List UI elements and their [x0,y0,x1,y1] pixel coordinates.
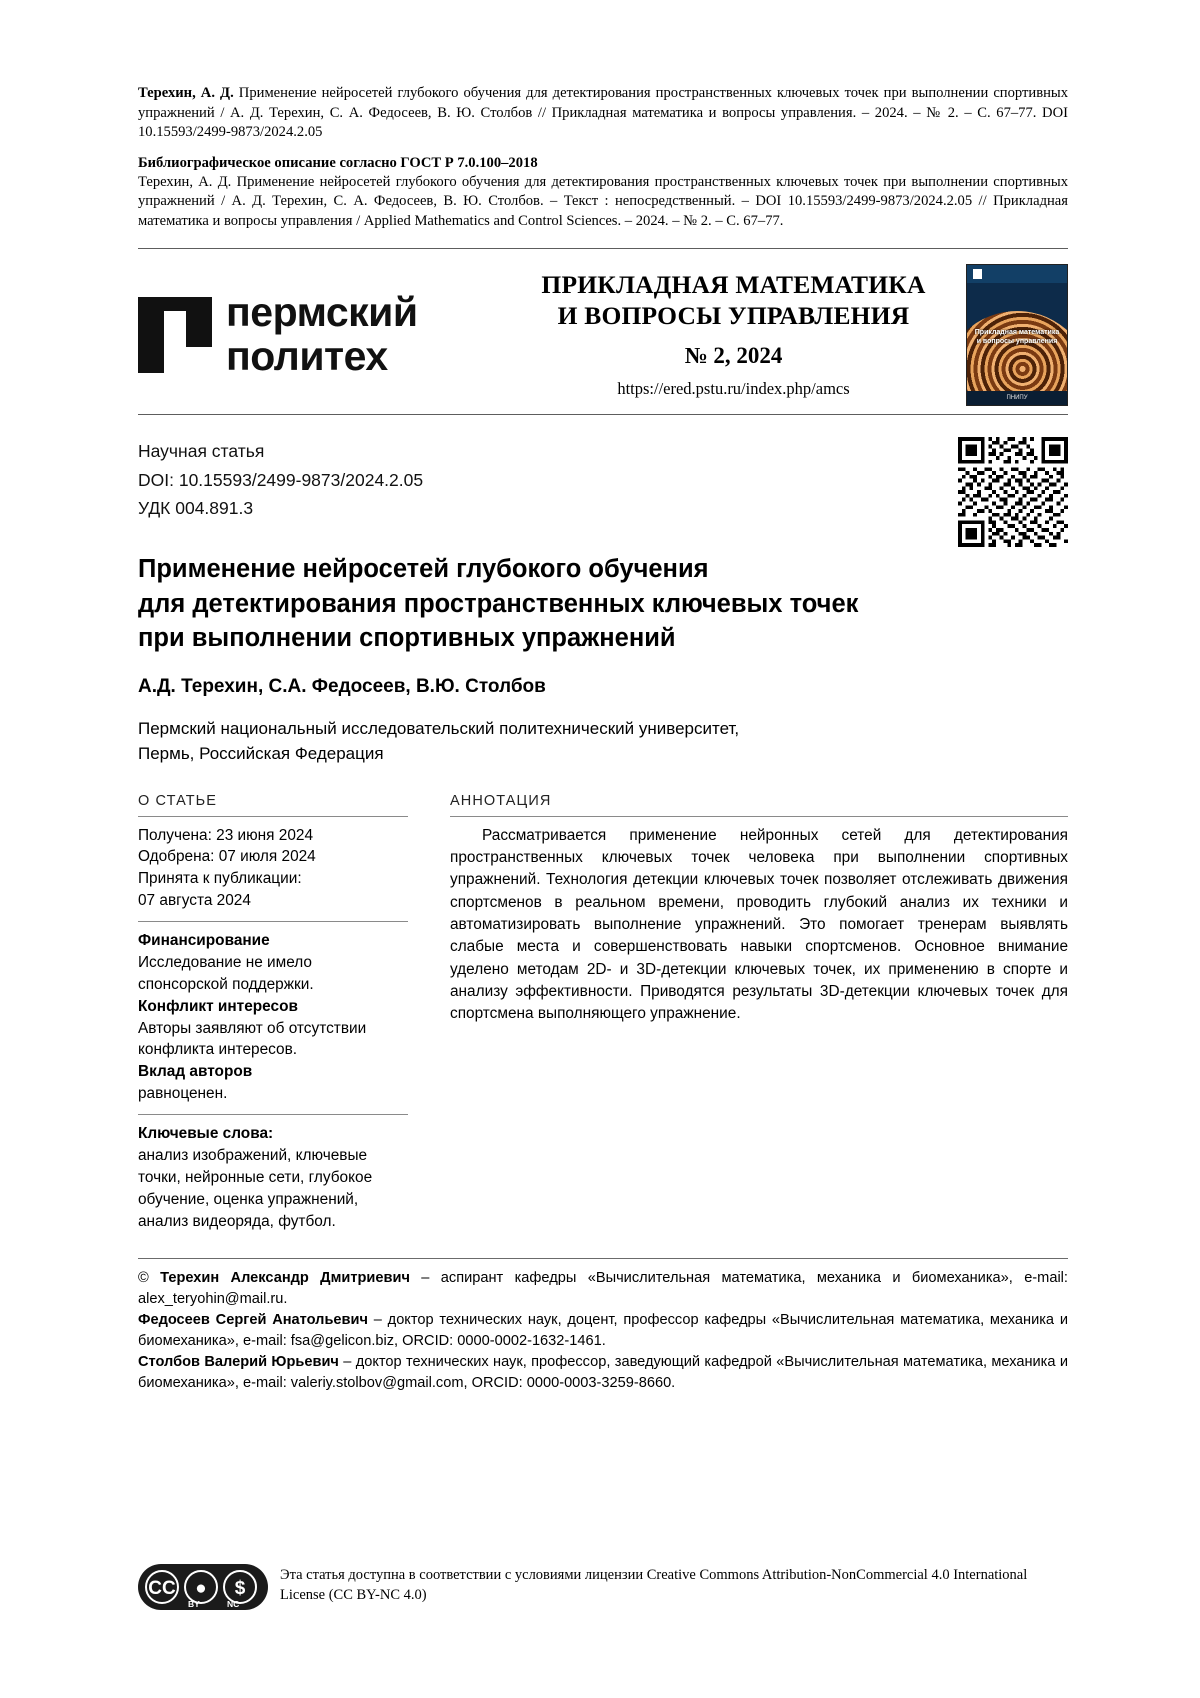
funding-title: Финансирование [138,932,270,950]
logo-line-1: пермский [226,288,418,335]
affiliation [138,716,1068,767]
footnote-author-3-text: – доктор технических наук, профессор, заведующий кафедрой «Вычислительная математика, механика и биомеханика», e-mail: valeriy.stolbov@gmail.com, ORCID: 0000-0003-3259-8660. [138,1354,1068,1391]
dates-block [138,825,408,913]
gost-heading: Библиографическое описание согласно ГОСТ Р 7.0.100–2018 [138,154,538,171]
accepted-label: Принята к публикации: [138,870,302,888]
conflict-text-1: Авторы заявляют об отсутствии [138,1019,367,1037]
citation-rest: Применение нейросетей глубокого обучения для детектирования пространственных ключевых точек при выполнении спортивных упражнений / А. Д. Терехин, С. А. Федосеев, В. Ю. Столбов // Прикладная математика и вопросы управления. – 2024. – № 2. – С. 67–77. DOI 10.15593/2499-9873/2024.2.05 [138,85,1068,141]
gost-citation: Терехин, А. Д. Применение нейросетей глубокого обучения для детектирования пространственных ключевых точек при выполнении спортивных упражнений / А. Д. Терехин, С. А. Федосеев, В. Ю. Столбов. – Текст : непосредственный. – DOI 10.15593/2499-9873/2024.2.05 // Прикладная математика и вопросы управления / Applied Mathematics and Control Sciences. – 2024. – № 2. – С. 67–77. [138,173,1068,229]
article-udk: УДК 004.891.3 [138,497,254,518]
abstract-heading: АННОТАЦИЯ [450,792,552,809]
journal-cover-image [966,264,1068,406]
license-block [138,1564,1068,1610]
about-column [138,793,428,1233]
keywords-line-4: анализ видеоряда, футбол. [138,1212,336,1230]
logo-text [226,288,418,379]
university-logo [138,288,503,379]
footnote-author-2-text: – доктор технических наук, доцент, профессор кафедры «Вычислительная математика, механика и биомеханика», e-mail: fsa@gelicon.biz, ORCID: 0000-0002-1632-1461. [138,1312,1068,1349]
footnote-author-1-name: Терехин Александр Дмитриевич [160,1270,410,1287]
affiliation-line-2: Пермь, Российская Федерация [138,744,384,764]
abstract-divider [450,816,1068,817]
copyright-symbol: © [138,1270,149,1287]
abstract-text: Рассматривается применение нейронных сетей для детектирования пространственных ключевых точек человека при выполнении спортивных упражнений. Технология детекции ключевых точек позволяет отслеживать движения спортсменов в реальном времени, проводить глубокий анализ их техники и автоматизировать выполнение упражнений. Это помогает тренерам выявлять слабые места и совершенствовать навыки спортсменов. Основное внимание уделено методам 2D- и 3D-детекции ключевых точек, их применению в спорте и анализу эффективности. Приводятся результаты 3D-детекции ключевых точек для спортсмена выполняющего упражнение. [450,826,1068,1023]
info-columns [138,793,1068,1233]
footnote-author-2-name: Федосеев Сергей Анатольевич [138,1312,368,1329]
creative-commons-icon[interactable] [138,1564,268,1610]
conflict-title: Конфликт интересов [138,997,298,1015]
author-list: А.Д. Терехин, С.А. Федосеев, В.Ю. Столбов [138,675,546,697]
qr-code[interactable] [958,437,1068,547]
footnote-author-1-text: – аспирант кафедры «Вычислительная математика, механика и биомеханика», e-mail: alex_teryohin@mail.ru. [138,1270,1068,1307]
title-line-1: Применение нейросетей глубокого обучения [138,555,709,584]
keywords-line-2: точки, нейронные сети, глубокое [138,1168,373,1186]
article-header [138,415,1068,766]
keywords-line-1: анализ изображений, ключевые [138,1146,368,1164]
journal-title-line-1: ПРИКЛАДНАЯ МАТЕМАТИКА [541,270,926,300]
footnote-author-2 [138,1310,1068,1351]
about-divider [138,816,408,817]
citation-author-lead: Терехин, А. Д. [138,85,234,101]
conflict-text-2: конфликта интересов. [138,1041,298,1059]
polytech-logo-icon [138,297,212,373]
author-footnotes [138,1268,1068,1393]
keywords-block [138,1123,408,1232]
article-doi: DOI: 10.15593/2499-9873/2024.2.05 [138,469,424,490]
abstract-column [428,793,1068,1233]
page-content [138,84,1068,1394]
footnote-author-1 [138,1268,1068,1309]
by-mark: ● [184,1570,218,1604]
citation-block [138,84,1068,143]
by-caption: BY [188,1599,200,1609]
page-title [138,552,1068,655]
title-line-3: при выполнении спортивных упражнений [138,624,676,653]
qr-code-icon [958,437,1068,547]
approved-date: Одобрена: 07 июля 2024 [138,848,316,866]
funding-divider [138,921,408,922]
accepted-date: 07 августа 2024 [138,892,251,910]
nc-caption: NC [227,1599,240,1609]
keywords-title: Ключевые слова: [138,1125,274,1143]
nc-mark: $ [223,1570,257,1604]
footnote-author-3 [138,1352,1068,1393]
funding-block [138,930,408,1105]
contribution-title: Вклад авторов [138,1063,253,1081]
contribution-text: равноценен. [138,1085,228,1103]
license-text: Эта статья доступна в соответствии с условиями лицензии Creative Commons Attribution-NonCommercial 4.0 International License (CC BY-NC 4.0) [280,1567,1028,1603]
footnote-divider [138,1258,1068,1259]
masthead [138,249,1068,414]
keywords-line-3: обучение, оценка упражнений, [138,1190,359,1208]
cover-footer: ПНИПУ [967,391,1067,405]
funding-text-2: спонсорской поддержки. [138,975,314,993]
received-date: Получена: 23 июня 2024 [138,826,314,844]
keywords-divider [138,1114,408,1115]
funding-text-1: Исследование не имело [138,953,312,971]
about-heading: О СТАТЬЕ [138,792,218,809]
journal-title-line-2: И ВОПРОСЫ УПРАВЛЕНИЯ [557,300,910,330]
journal-info [503,270,960,399]
cc-mark: CC [145,1570,179,1604]
journal-issue: № 2, 2024 [684,343,783,369]
footnote-author-3-name: Столбов Валерий Юрьевич [138,1354,339,1371]
article-type: Научная статья [138,441,265,462]
journal-url[interactable]: https://ered.pstu.ru/index.php/amcs [617,379,850,399]
cover-label: Прикладная математика и вопросы управления [974,328,1060,345]
logo-line-2: политех [226,332,388,379]
title-line-2: для детектирования пространственных ключевых точек [138,589,859,618]
affiliation-line-1: Пермский национальный исследовательский политехнический университет, [138,718,740,738]
